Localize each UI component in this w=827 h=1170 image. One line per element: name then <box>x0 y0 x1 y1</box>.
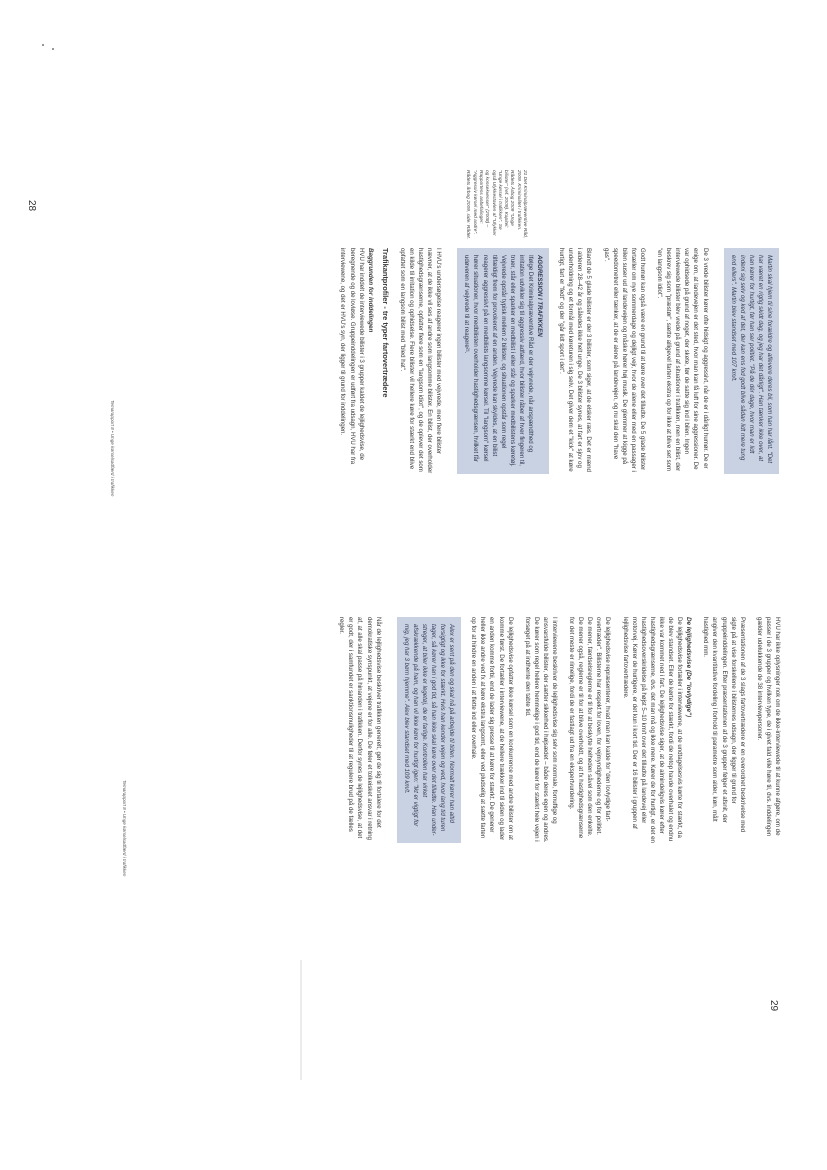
scan-smudge <box>300 960 302 1080</box>
paragraph: Præsentationen af de 3 slags fartovertrædere er en overordnet beskrivelse med sigte på at vise forskellene i bilisternes udsagn, der ligger til grund for gruppeinddelingen. Efter præsentationen af de 3 grupper følger et afsnit, der angiver den kvantitative fordeling i forhold til parametre som alder, køn, målt hastighed mm. <box>702 617 746 833</box>
subsection-title: Baggrunden for inddelingen <box>366 248 374 333</box>
aggression-box-text: Ifølge Det Kriminalpræventive Råd er der vejrvrede, når anspændthed og irritation udvikler sig til aggressiv adfærd, hvor bilister råber af hver fingeren til, truer, står eller sparker en medbilist i eller står og sparker medbilistens køretøj. Vejvrede opstår typisk mellem 2 bilister, og situationen opstår som regel tilfældigt frem for provokeret af en anden. Vejvrede kan skyldes, at en bilist reagerer aggressivt på en medbilists langsomme kørsel. Til "langsom" kørsel hører situationer, hvor medbilisten overholder hastighedsgrænsen, hvilket får udøveren af vejvrede til at reagere²¹. <box>463 255 535 467</box>
paragraph: De lejlighedsvise repræsenterer, hvad man kan kalde for "den lovlydige fart-overtræder". Bilisterne har respekt for loven, for vejmyndighederne og for politiet. De mener, færdselsreglerne er til for at beskytte helheden såvel som den enkelte. De mener også, reglerne er til for at blive overholdt, og at fx hastighedsgrænserne for det meste er rimelige, fordi de er fastlagt ud fra en ekspertvurdering. <box>568 617 612 839</box>
aggression-box-title: AGGRESSION I TRAFIKKEN <box>536 255 544 337</box>
paragraph: De lejlighedsvise fortæller i interviewene, at de undtagelsesvis kørte for stærkt, da de blev standset. Eller de kørte for stærkt, fordi de netop havde overhalet og endnu ikke var kommet ned i fart. De lejlighedsvise siger, at de almindeligvis kører efter hastighedsgrænserne, dvs. det man må og ikke mere. Kører de for hurtigt, er det en hastighedsoverskridelse på højst 5–10 km/t over det tilladte på landevej eller motorvej. Kører de hurtigere, er det kun i kort tid. Der er 16 bilister i gruppen af lejlighedsvise fartovertrædere. <box>621 617 684 843</box>
scan-dot <box>52 48 54 50</box>
section-title: Trafikantprofiler - tre typer fartovertrædere <box>380 248 390 398</box>
scan-dot <box>42 44 44 46</box>
aggression-box <box>457 248 549 474</box>
quote-box-martin: Martin skal hjem til sine forældre og aflevere deres bil, som han har lånt. "Det har været en rigtig skidt dag, og jeg har det dårligt". Han tænker ikke over, at han kører for hurtigt, før han ser politiet. "På de dér dage, hvor man er lidt indeni sig selv og ked af det, der kan ens fod godt blive sådan lidt mere tung end ellers". Martin blev standset med 107 km/t. <box>724 248 779 474</box>
page-number-left: 28 <box>26 200 37 212</box>
paragraph: Godt humør kan også være en grund til at køre over det tilladte. De 5 glade bilister fortæller om nye sommerdage og dejligt vejr, hvor de alene eller med en passager i bilen suser ud af landevejen og måske hører høj musik. De glemmer at kigge på speedometret eller tænker, at de er alene på landevejen, og nu skal den "have gas". <box>602 248 646 472</box>
paragraph: I HVU's undersøgelse reagerer ingen bilister med vejvrede, men flere bilister nævner, at de ikke vil ses af andre som langsomme bilister. En bilist, der overholder hastighedsgrænserne, opfatter flere som en "langsom idiot", og de oplever det som en kilde til irritation og ophidselse. Flere bilister vil hellere køre for stærkt end blive opfattet som en langsom bilist med "bled hat". <box>398 248 443 474</box>
page-number-right: 29 <box>768 1000 779 1012</box>
paragraph: HVU har inddelt de interviewede bilister i 3 grupper kaldet de lejlighedsvise, de beregnende og de lovløse. Gruppeinddelingen er udført fra udsagn, HVU har fra interviewene, og det er HVU's syn, der ligger til grund for inddelingen. <box>339 248 365 465</box>
page-footer-right: Temarapport 8 • Unge kørselsadfærd i trafikken <box>122 780 127 877</box>
quote-box-alex: Alex er sent på den og skal nå på arbejde til tiden. Normalt kører han altid forsigtigt og ikke for stærkt. Hvis han kender vejen og ved, hvor lang tid turen tager, så kører han i god tid, så han ikke skal køre over det tilladte. Han under-streger, at biler ikke er legetøj, de er farlige. Kontrollen har virket afskrækkende på ham, og han vil ikke køre for hurtigt igen: "Ikt er vigtigt for mig, jeg har 3 børn hjemme". Alex blev standset med 109 km/t. <box>397 617 462 843</box>
paragraph: I interviewene beskriver de lejlighedsvise sig selv som normale, fornuftige og ansvarsfulde bilister, der sætter sikkerhed i højsædet – både deres egen og andres. De kører som regel hellere hemmelige i god tid, end de kører for stærkt hele vejen i forsøget på at indhente den tabte tid. <box>523 617 559 843</box>
paragraph: Blandt de 5 glade bilister er der 3 bilister, som siger, at de elsker ræs. Det er mænd i alderen 28–42 år og således ikke helt unge. De 3 bilister synes, at fart er sjov og underholdning og et formål med køreturen i sig selv. Det giver dem et "kick" at køre hurtigt, fart er "fedt" og der "går lidt sport i det". <box>558 248 593 472</box>
left-column-1 <box>330 248 779 474</box>
paragraph: De 3 vrede bilister kører ofte hidsigt og aggressivt, når de er i dårligt humør. De er enige om, at landevejen er det sted, hvor man kan få luft for sine aggressioner. De var ophidsede på grund af noget, der skete, før de satte sig ind i bilen. Ingen interviewede bilister blev vrede på grund af situationer i trafikken, men en bilist, der beskrev sig som "præstør", sætte alligevel farten ekstra op for ikke at blive set som "en langsom idiot". <box>656 248 709 472</box>
paragraph: De lejlighedsvise opfatter ikke kørsel som en konkurrence med andre bilister om at komme først. De fortæller i interviewene, at de hellere trækker ind til siden og lader en anden komme forbi, end de lader sig presse til at køre for stærkt. De generer heller ikke andre ved fx at køre ekstra langsomt, eller ved pludselig at sætte farten op for at hindre en anden i at flette ind eller overhale. <box>470 617 514 841</box>
paragraph: HVU har ikke oplysninger nok om de ikke-interviewede til at kunne afgøre, om de passer i de 3 grupper og hvilken type, de i givet fald ville høre til, dvs. inddelingen gælder udelukkende de 38 interviewpersoner. <box>755 617 781 837</box>
sidenote: 21 Det Kriminalpræventive Råd, 2009. Kriminalitet i trafikken. Rådets Årbog 2009 "Unge bilister" (ref. 2009). Kapitel: "Unge kørsel i trafikken". Se også Ulykkestavlen af "Ulykker og konsekvenser" (2008) – Rapportens anbefalinger: "Aggressiv kørsel med andre". Rådets årbog 2009, side: Rådet. <box>465 170 527 240</box>
subsection-title: De lejlighedsvise (De "lovlydige") <box>685 617 693 718</box>
page-footer-left: Temarapport 8 • Unge kørselsadfærd i trafikken <box>110 400 115 497</box>
paragraph: Når de lejlighedsvise beskriver trafikken generelt, gør de sig til fortalere for det demokratiske synspunkt, at vejene er for alle. De føler et tolkeisket ansvar i retning af, at alle skal passe på hinanden i trafikken. Derfor synes de lejlighedsvise, at det er godt, der i samfundet er sanktionsmuligheder til at regulere brud på de fælles regler. <box>338 617 382 840</box>
right-column-1 <box>329 617 782 843</box>
